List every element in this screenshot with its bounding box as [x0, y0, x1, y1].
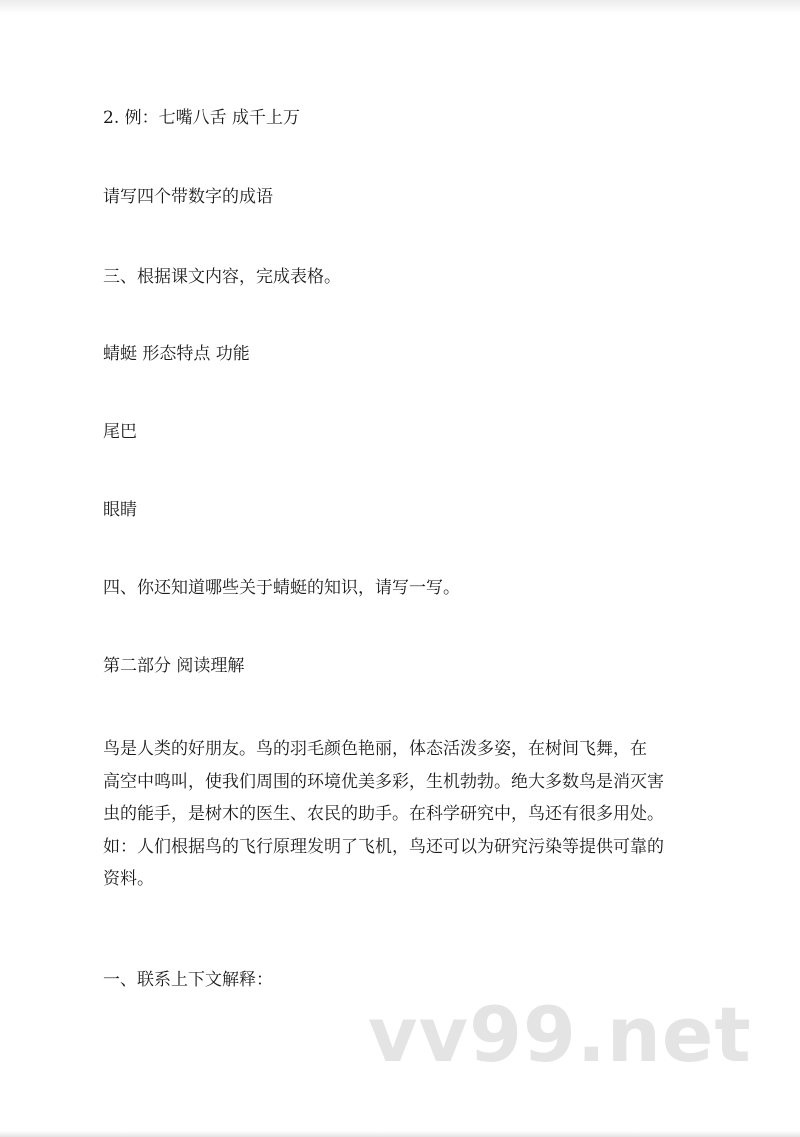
passage-line: 高空中鸣叫，使我们周围的环境优美多彩，生机勃勃。绝大多数鸟是消灭害: [103, 771, 664, 792]
passage-line: 虫的能手，是树木的医生、农民的助手。在科学研究中，鸟还有很多用处。: [103, 804, 664, 824]
watermark-text: vv99.net: [368, 990, 752, 1079]
part-two-heading: 第二部分 阅读理解: [103, 656, 245, 676]
section-four-heading: 四、你还知道哪些关于蜻蜓的知识，请写一写。: [103, 578, 460, 598]
page-bottom-edge: [0, 1131, 800, 1137]
passage-line: 资料。: [103, 869, 154, 889]
passage-line: 鸟是人类的好朋友。鸟的羽毛颜色艳丽，体态活泼多姿，在树间飞舞，在: [103, 739, 647, 759]
passage-line: 如：人们根据鸟的飞行原理发明了飞机，鸟还可以为研究污染等提供可靠的: [103, 836, 664, 857]
exercise-example-line: 2. 例：七嘴八舌 成千上万: [103, 108, 301, 128]
page-top-shadow: [0, 0, 800, 14]
reading-passage: [103, 733, 703, 896]
question-one-heading: 一、联系上下文解释：: [103, 970, 273, 990]
section-three-heading: 三、根据课文内容，完成表格。: [103, 267, 341, 287]
table-row-eyes: 眼睛: [103, 500, 137, 520]
table-header-row: 蜻蜓 形态特点 功能: [103, 344, 250, 364]
exercise-instruction-line: 请写四个带数字的成语: [103, 187, 273, 207]
table-row-tail: 尾巴: [103, 422, 137, 442]
